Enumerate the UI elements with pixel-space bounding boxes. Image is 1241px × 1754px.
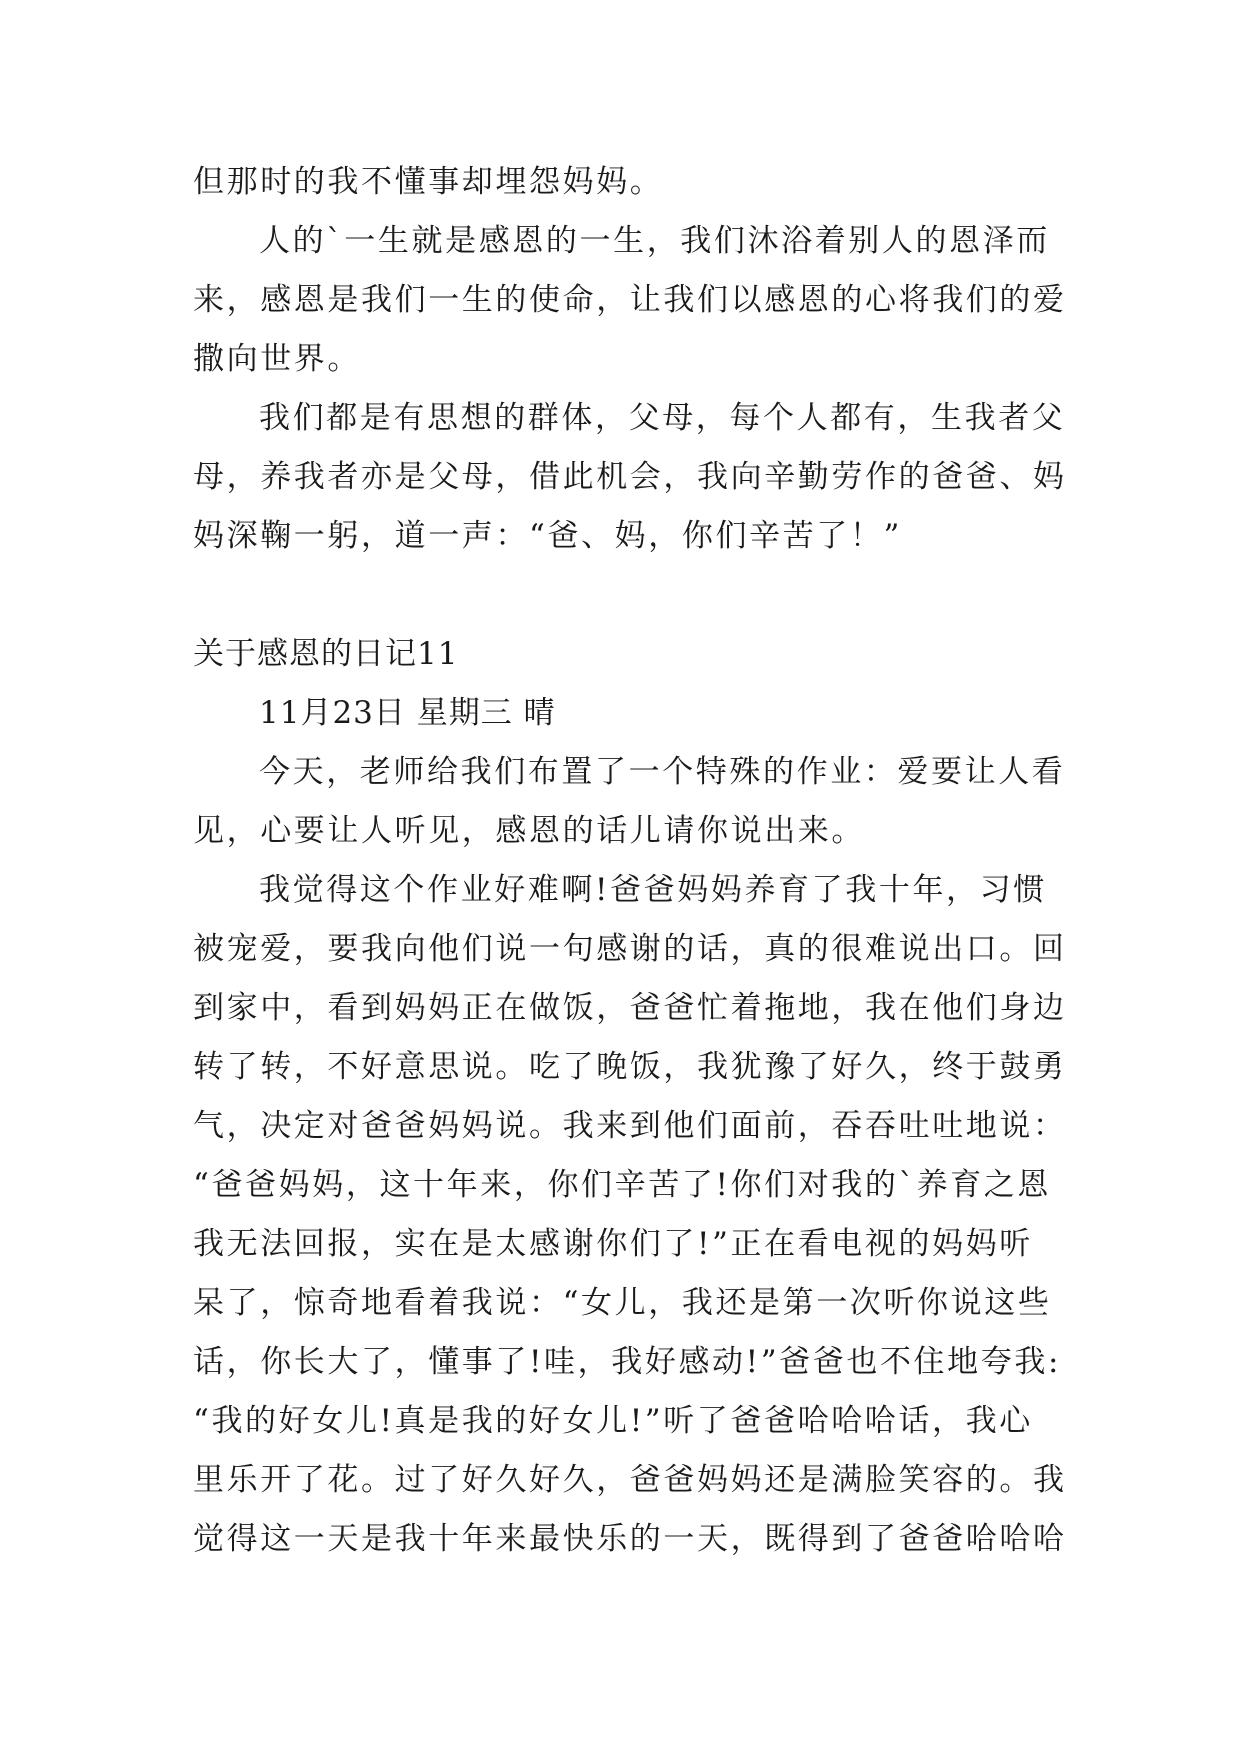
paragraph-line: 里乐开了花。过了好久好久，爸爸妈妈还是满脸笑容的。我	[193, 1462, 1067, 1498]
paragraph-line: 被宠爱，要我向他们说一句感谢的话，真的很难说出口。回	[193, 931, 1067, 967]
paragraph-line: 来，感恩是我们一生的使命，让我们以感恩的心将我们的爱	[193, 282, 1067, 318]
paragraph-line: 转了转，不好意思说。吃了晚饭，我犹豫了好久，终于鼓勇	[193, 1049, 1067, 1085]
paragraph-line: 母，养我者亦是父母，借此机会，我向辛勤劳作的爸爸、妈	[193, 459, 1067, 495]
paragraph-line: 我无法回报，实在是太感谢你们了!”正在看电视的妈妈听	[193, 1226, 1033, 1262]
paragraph-line: 我们都是有思想的群体，父母，每个人都有，生我者父	[259, 400, 1066, 436]
paragraph-line: 呆了，惊奇地看着我说：“女儿，我还是第一次听你说这些	[193, 1285, 1052, 1321]
paragraph-line: 到家中，看到妈妈正在做饭，爸爸忙着拖地，我在他们身边	[193, 990, 1067, 1026]
paragraph-line: 气，决定对爸爸妈妈说。我来到他们面前，吞吞吐吐地说：	[193, 1108, 1067, 1144]
section-title: 关于感恩的日记11	[193, 636, 459, 672]
paragraph-line: 但那时的我不懂事却埋怨妈妈。	[193, 164, 664, 200]
paragraph-line: 话，你长大了，懂事了!哇，我好感动!”爸爸也不住地夸我:	[193, 1344, 1062, 1380]
paragraph-line: “我的好女儿!真是我的好女儿!”听了爸爸哈哈哈话，我心	[193, 1403, 1033, 1439]
paragraph-line: 人的`一生就是感恩的一生，我们沐浴着别人的恩泽而	[259, 223, 1050, 259]
paragraph-line: “爸爸妈妈，这十年来，你们辛苦了!你们对我的`养育之恩	[193, 1167, 1052, 1203]
paragraph-line: 撒向世界。	[193, 341, 361, 377]
paragraph-line: 见，心要让人听见，感恩的话儿请你说出来。	[193, 813, 865, 849]
paragraph-line: 妈深鞠一躬，道一声：“爸、妈，你们辛苦了！”	[193, 518, 902, 554]
section-spacer	[193, 566, 1060, 625]
document-body	[193, 153, 1067, 1569]
diary-date-line: 11月23日 星期三 晴	[259, 695, 556, 731]
paragraph-line: 觉得这一天是我十年来最快乐的一天，既得到了爸爸哈哈哈	[193, 1521, 1067, 1557]
paragraph-line: 我觉得这个作业好难啊!爸爸妈妈养育了我十年，习惯	[259, 872, 1047, 908]
paragraph-line: 今天，老师给我们布置了一个特殊的作业：爱要让人看	[259, 754, 1066, 790]
